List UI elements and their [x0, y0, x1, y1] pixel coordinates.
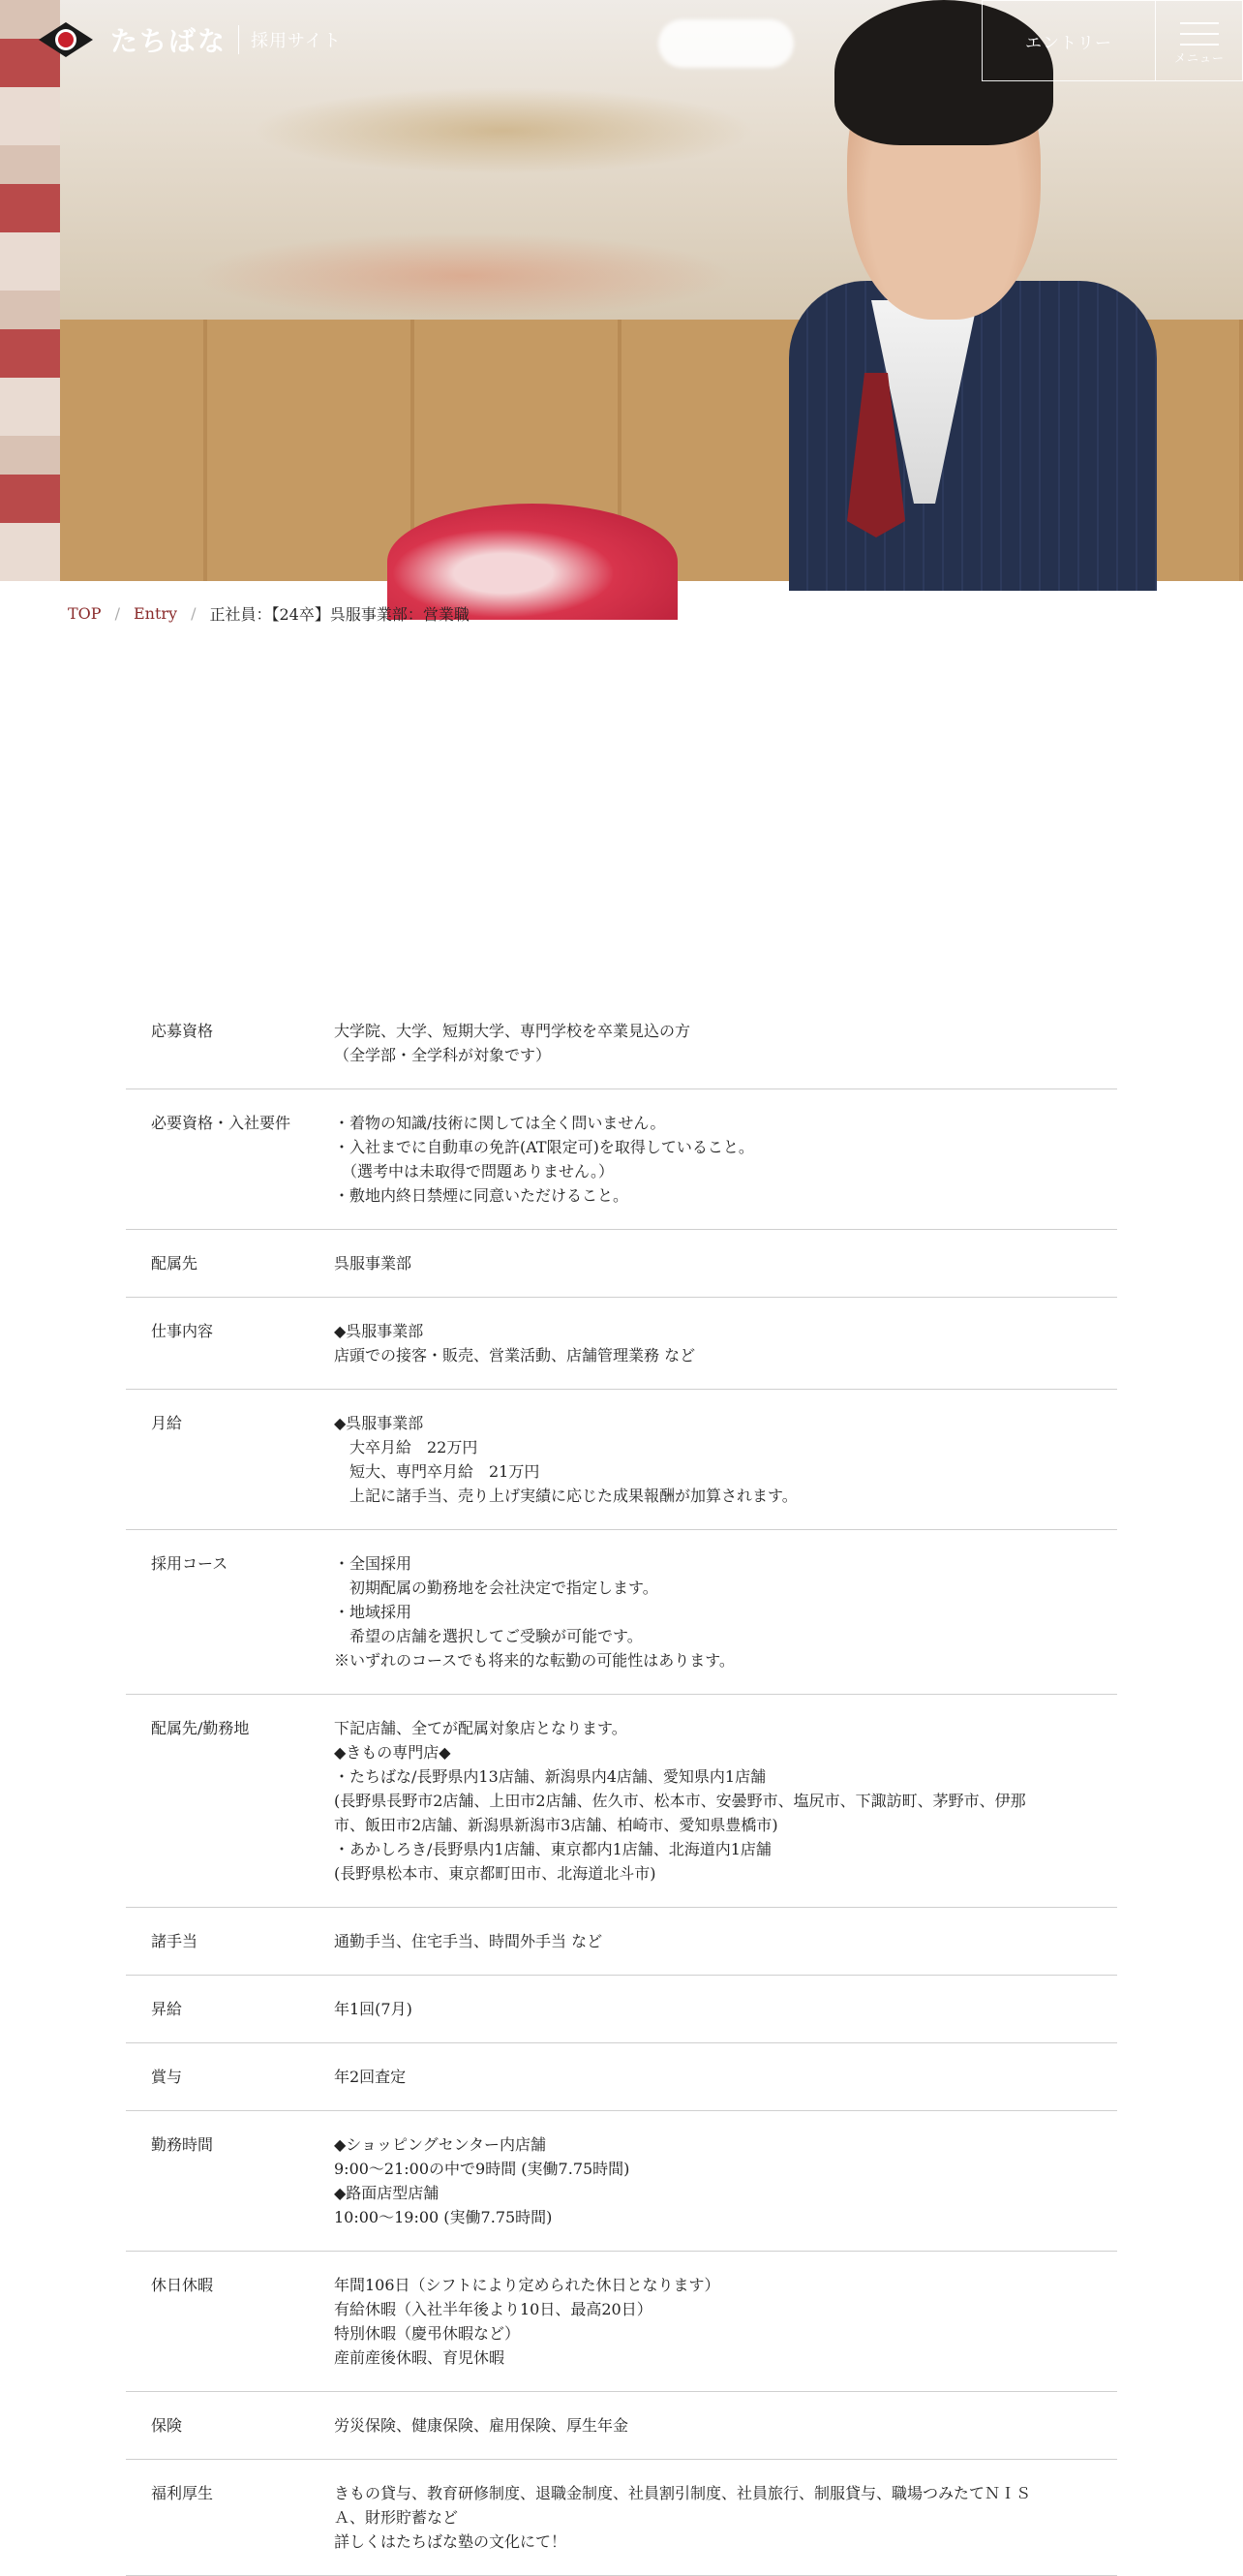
hero-decorative-banner: [0, 0, 60, 581]
logo-divider: [238, 25, 239, 54]
row-value-line: （選考中は未取得で問題ありません。）: [334, 1162, 614, 1181]
row-label: 応募資格: [151, 1022, 214, 1040]
row-value-line: 上記に諸手当、売り上げ実績に応じた成果報酬が加算されます。: [334, 1487, 798, 1505]
breadcrumb-current: 正社員：【24卒】呉服事業部：営業職: [209, 605, 470, 624]
breadcrumb-separator: /: [191, 604, 197, 623]
row-label: 配属先/勤務地: [151, 1719, 250, 1737]
row-value-line: Ａ、財形貯蓄など: [334, 2508, 459, 2527]
row-value: [334, 2065, 1099, 2089]
tachibana-crest-icon: [35, 18, 97, 61]
table-row: [126, 1976, 1117, 2043]
row-label: 必要資格・入社要件: [151, 1114, 291, 1132]
row-value: [334, 1319, 1099, 1367]
table-row: [126, 1695, 1117, 1908]
row-label: 仕事内容: [151, 1322, 214, 1340]
row-value: [334, 2481, 1099, 2554]
menu-button-label: メニュー: [1173, 51, 1225, 65]
row-label: 諸手当: [151, 1932, 198, 1950]
row-value-line: きもの貸与、教育研修制度、退職金制度、社員割引制度、社員旅行、制服貸与、職場つみたてＮＩＳ: [334, 2484, 1032, 2502]
row-value-line: 年間106日（シフトにより定められた休日となります）: [334, 2276, 720, 2294]
breadcrumb-top-link[interactable]: TOP: [68, 604, 102, 623]
row-value-line: 初期配属の勤務地を会社決定で指定します。: [334, 1579, 658, 1597]
logo-text: たちばな: [110, 25, 227, 57]
row-value: [334, 1997, 1099, 2021]
row-value-line: 産前産後休暇、育児休暇: [334, 2348, 505, 2367]
row-label: 勤務時間: [151, 2135, 214, 2154]
row-value-line: （全学部・全学科が対象です）: [334, 1046, 552, 1064]
row-value-line: (長野県松本市、東京都町田市、北海道北斗市): [334, 1864, 656, 1883]
table-row: [126, 2043, 1117, 2111]
row-value-line: ◆路面店型店舗: [334, 2184, 440, 2202]
logo-subtitle: 採用サイト: [251, 31, 342, 51]
row-value-line: 有給休暇（入社半年後より10日、最高20日）: [334, 2300, 652, 2318]
row-value-line: ・着物の知識/技術に関しては全く問いません。: [334, 1114, 666, 1132]
row-label: 昇給: [151, 2000, 183, 2018]
row-value-line: 労災保険、健康保険、雇用保険、厚生年金: [334, 2416, 629, 2435]
row-value-line: ◆ショッピングセンター内店舗: [334, 2135, 547, 2154]
row-value-line: 年2回査定: [334, 2068, 407, 2086]
row-label: 配属先: [151, 1254, 198, 1273]
row-value-line: 10:00～19:00 (実働7.75時間): [334, 2208, 553, 2226]
entry-button-label: エントリー: [1025, 33, 1112, 53]
row-label: 月給: [151, 1414, 183, 1432]
row-value-line: 詳しくはたちばな塾の文化にて！: [334, 2532, 567, 2551]
row-value: [334, 1929, 1099, 1953]
row-label: 賞与: [151, 2068, 183, 2086]
row-value: [334, 2273, 1099, 2370]
row-value-line: 特別休暇（慶弔休暇など）: [334, 2324, 521, 2343]
row-value-line: ・全国採用: [334, 1554, 412, 1573]
row-value: [334, 1411, 1099, 1508]
row-label: 福利厚生: [151, 2484, 214, 2502]
row-value-line: ・入社までに自動車の免許(AT限定可)を取得していること。: [334, 1138, 754, 1156]
table-row: [126, 1089, 1117, 1230]
row-label: 休日休暇: [151, 2276, 214, 2294]
row-value-line: (長野県長野市2店舗、上田市2店舗、佐久市、松本市、安曇野市、塩尻市、下諏訪町、茅野市、伊那: [334, 1792, 1026, 1810]
table-row: [126, 2252, 1117, 2392]
row-value: [334, 2132, 1099, 2229]
row-value-line: ◆呉服事業部: [334, 1322, 424, 1340]
breadcrumb-entry-link[interactable]: Entry: [133, 604, 178, 623]
row-value-line: ※いずれのコースでも将来的な転勤の可能性はあります。: [334, 1651, 735, 1670]
table-row: [126, 1908, 1117, 1976]
row-value-line: 呉服事業部: [334, 1254, 412, 1273]
row-value: [334, 2413, 1099, 2438]
table-row: [126, 997, 1117, 1089]
row-value-line: ・敷地内終日禁煙に同意いただけること。: [334, 1186, 629, 1205]
row-value: [334, 1716, 1099, 1886]
table-row: [126, 1298, 1117, 1390]
row-value: [334, 1251, 1099, 1275]
table-row: [126, 2392, 1117, 2460]
row-value-line: ・あかしろき/長野県内1店舗、東京都内1店舗、北海道内1店舗: [334, 1840, 772, 1858]
row-value-line: ◆きもの専門店◆: [334, 1743, 451, 1762]
site-logo[interactable]: [35, 17, 342, 62]
row-value-line: 市、飯田市2店舗、新潟県新潟市3店舗、柏崎市、愛知県豊橋市): [334, 1816, 778, 1834]
row-value: [334, 1111, 1099, 1208]
table-row: [126, 2460, 1117, 2576]
row-value-line: ◆呉服事業部: [334, 1414, 424, 1432]
hero-person-suit: [789, 281, 1157, 591]
row-value-line: 希望の店舗を選択してご受験が可能です。: [334, 1627, 643, 1645]
row-label: 保険: [151, 2416, 183, 2435]
row-label: 採用コース: [151, 1554, 228, 1573]
row-value-line: 年1回(7月): [334, 2000, 412, 2018]
table-row: [126, 1390, 1117, 1530]
row-value-line: 店頭での接客・販売、営業活動、店舗管理業務 など: [334, 1346, 696, 1365]
table-row: [126, 1530, 1117, 1695]
job-details-table: [126, 997, 1117, 2576]
row-value-line: ・地域採用: [334, 1603, 412, 1621]
row-value-line: ・たちばな/長野県内13店舗、新潟県内4店舗、愛知県内1店舗: [334, 1767, 767, 1786]
hero-image: [0, 0, 1243, 581]
breadcrumb-separator: /: [114, 604, 120, 623]
table-row: [126, 2111, 1117, 2252]
entry-button[interactable]: [982, 0, 1156, 81]
row-value: [334, 1019, 1099, 1067]
row-value-line: 大学院、大学、短期大学、専門学校を卒業見込の方: [334, 1022, 691, 1040]
row-value-line: 大卒月給 22万円: [334, 1438, 478, 1457]
menu-button[interactable]: [1156, 0, 1243, 81]
row-value: [334, 1551, 1099, 1672]
row-value-line: 9:00～21:00の中で9時間 (実働7.75時間): [334, 2160, 630, 2178]
row-value-line: 通勤手当、住宅手当、時間外手当 など: [334, 1932, 603, 1950]
table-row: [126, 1230, 1117, 1298]
row-value-line: 下記店舗、全てが配属対象店となります。: [334, 1719, 627, 1737]
breadcrumb: [68, 602, 470, 625]
row-value-line: 短大、専門卒月給 21万円: [334, 1462, 540, 1481]
